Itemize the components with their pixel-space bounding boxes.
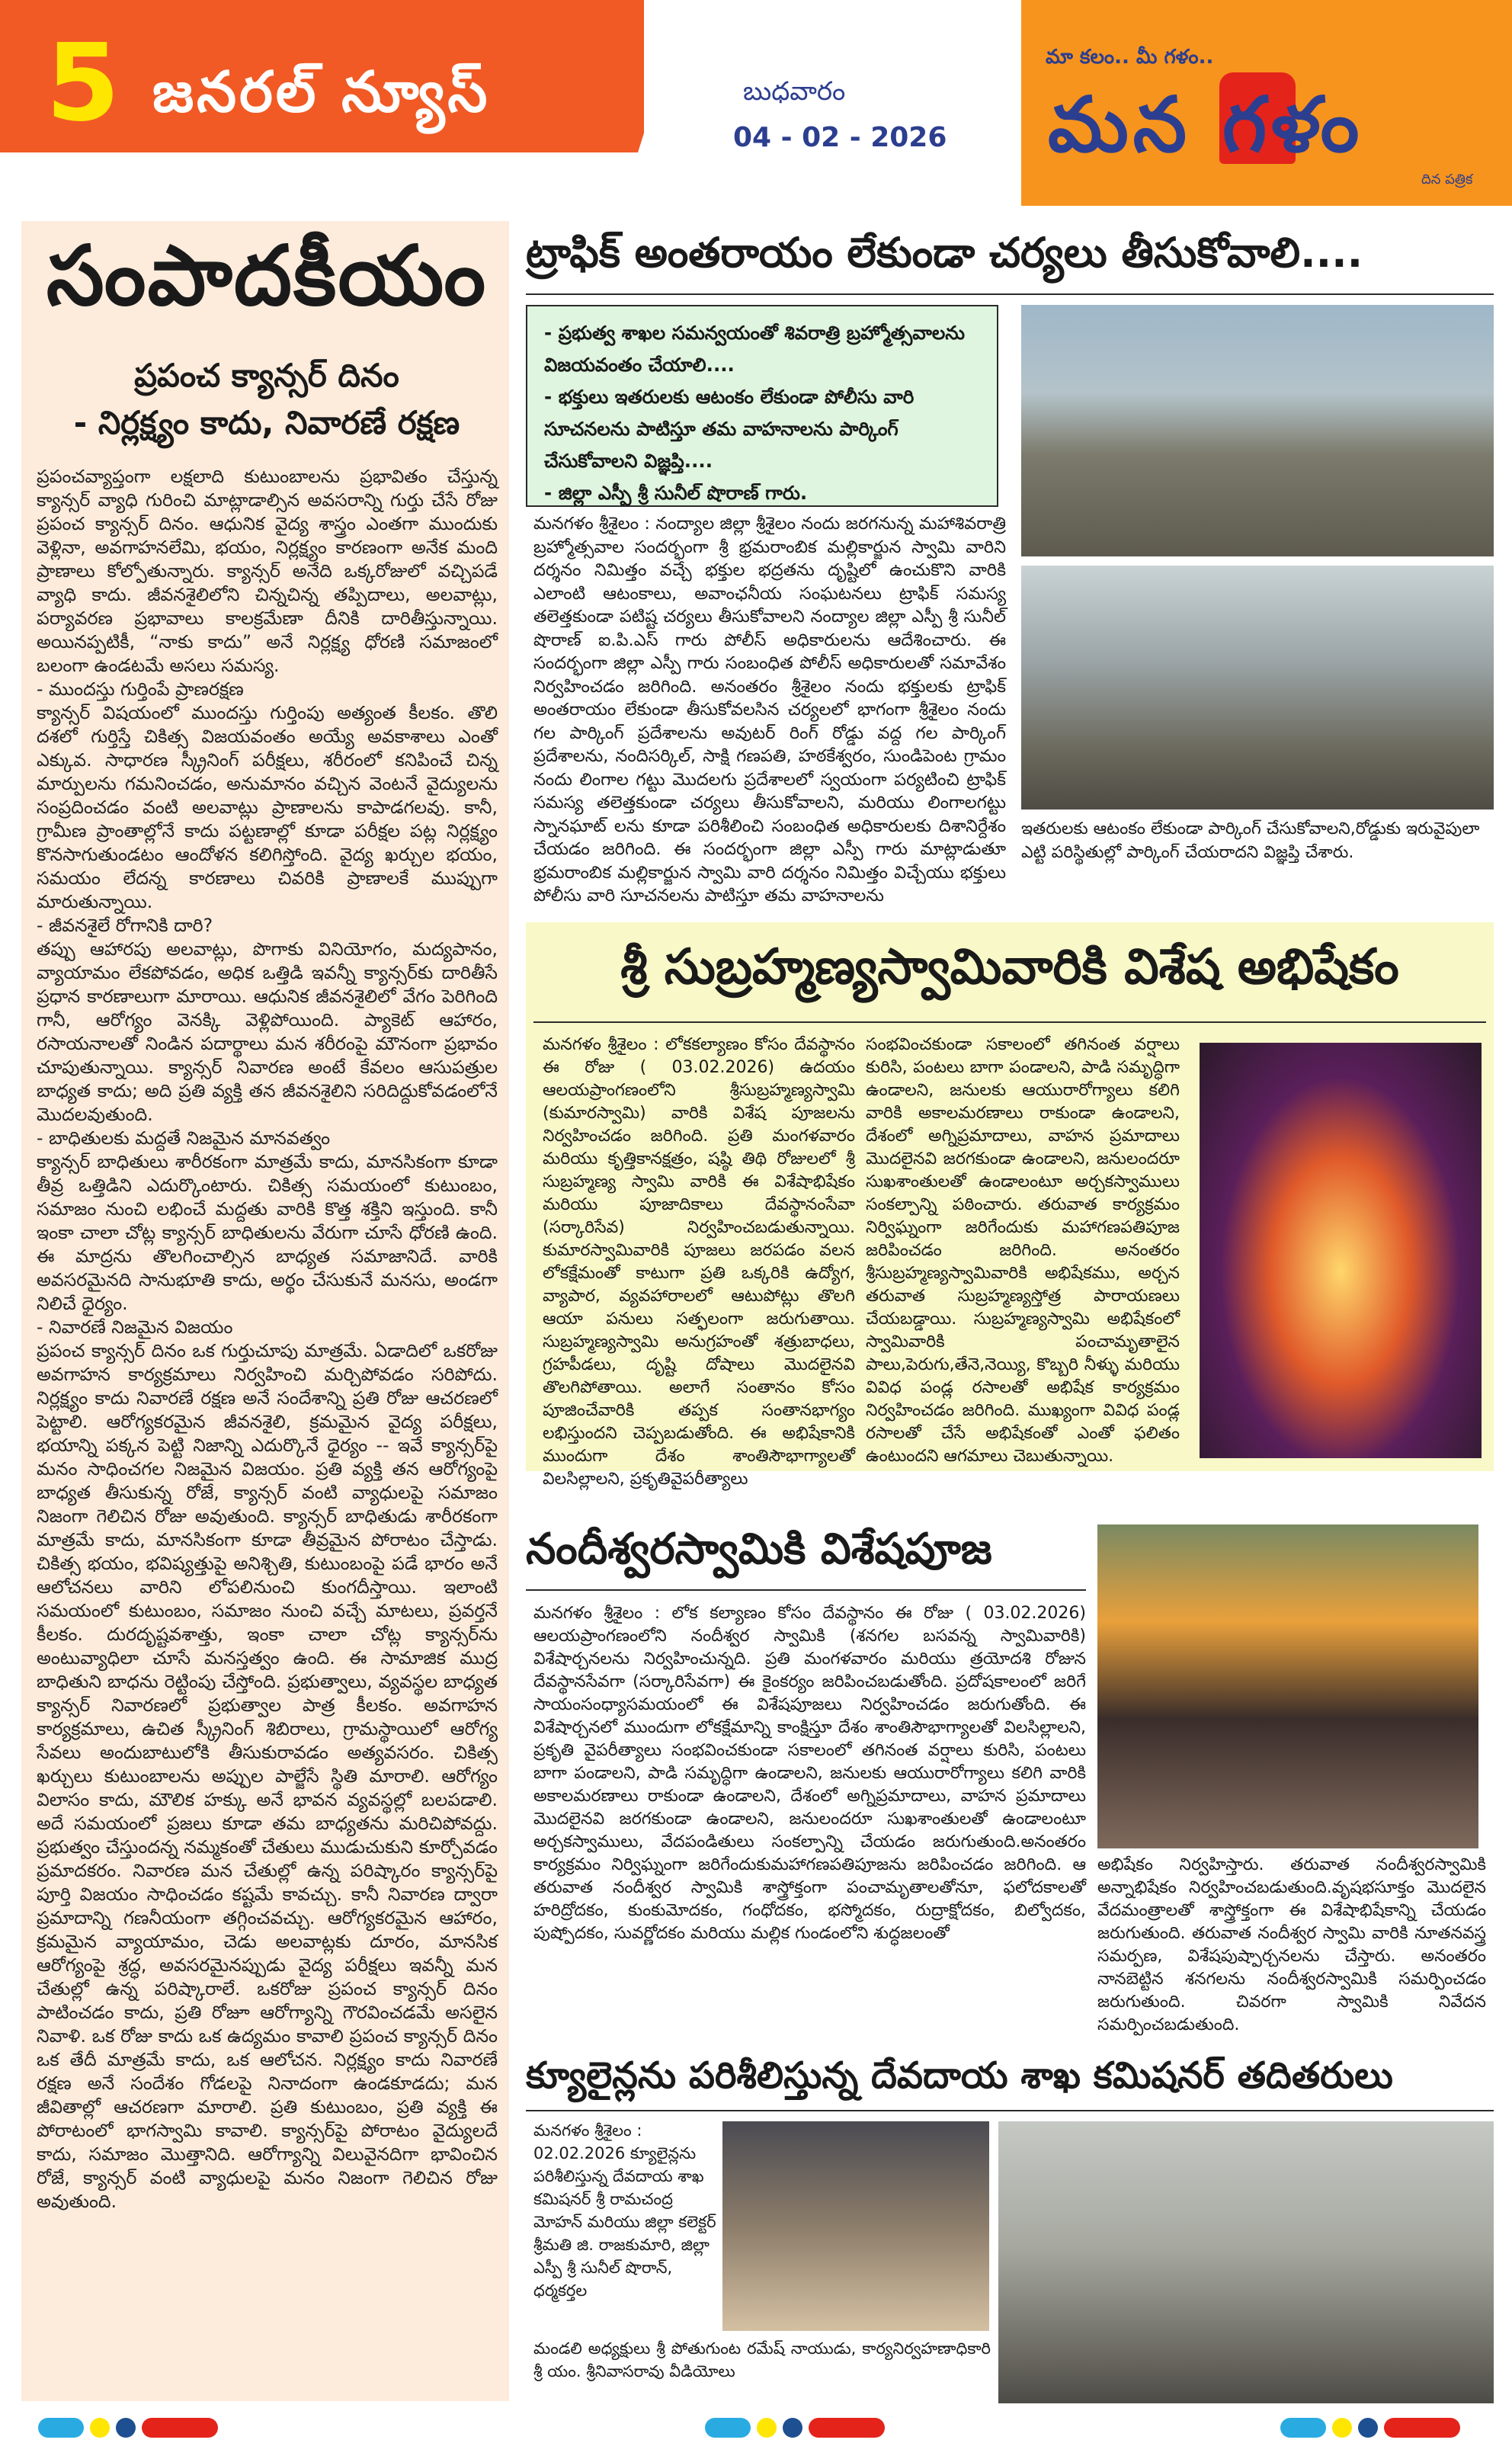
editorial-paragraph: ప్రపంచవ్యాప్తంగా లక్షలాది కుటుంబాలను ప్రభావితం చేస్తున్న క్యాన్సర్ వ్యాధి గురించి మాట్లాడాల్సిన అవసరాన్ని గుర్తు చేసే రోజు ప్రపంచ క్యాన్సర్ దినం. ఆధునిక వైద్య శాస్త్రం ఎంతగా ముందుకు వెళ్లినా, అవగాహనలేమి, భయం, నిర్లక్ష్యం కారణంగా అనేక మంది ప్రాణాలు కోల్పోతున్నారు. క్యాన్సర్ అనేది ఒక్కరోజులో వచ్చిపడే వ్యాధి కాదు. జీవనశైలిలోని చిన్నచిన్న తప్పిదాలు, అలవాట్లు, పర్యావరణ ప్రభావాలు కాలక్రమేణా దీనికి దారితీస్తున్నాయి. అయినప్పటికీ, “నాకు కాదు” అనే నిర్లక్ష్య ధోరణి సమాజంలో బలంగా ఉండటమే అసలు సమస్య. — [37, 466, 498, 676]
footer-pill-red — [1384, 2418, 1460, 2438]
article-subrahmanya-column-1: మనగళం శ్రీశైలం : లోకకల్యాణం కోసం దేవస్థానం ఈ రోజు ( 03.02.2026) ఉదయం ఆలయప్రాంగణంలోని శ్రీసుబ్రహ్మణ్యస్వామి (కుమారస్వామి) వారికి విశేష పూజలను నిర్వహించడం జరిగింది. ప్రతి మంగళవారం మరియు కృత్తికానక్షత్రం, షష్ఠి తిథి రోజులలో శ్రీ సుబ్రహ్మణ్య స్వామి వారికి ఈ విశేషాభిషేకం మరియు పూజాదికాలు దేవస్థానంసేవా (సర్కారిసేవ) నిర్వహించబడుతున్నాయి. కుమారస్వామివారికి పూజలు జరపడం వలన లోకక్షేమంతో కాటుగా ప్రతి ఒక్కరికి ఉద్యోగ, వ్యాపార, వ్యవహారాలలో ఆటుపోట్లు తొలగి ఆయా పనులు సత్ఫలంగా జరుగుతాయి. సుబ్రహ్మణ్యస్వామి అనుగ్రహంతో శత్రుబాధలు, గ్రహపీడలు, దృష్టి దోషాలు మొదలైనవి తొలగిపోతాయి. అలాగే సంతానం కోసం పూజించేవారికి తప్పక సంతానభాగ్యం లభిస్తుందని చెప్పబడుతోంది. ఈ అభిషేకానికి ముందుగా దేశం శాంతిసౌభాగ్యాలతో విలసిల్లాలని, ప్రకృతివైపరీత్యాలు — [543, 1035, 855, 1489]
police-inspection-photo-1 — [1021, 305, 1494, 556]
editorial-paragraph: ప్రపంచ క్యాన్సర్ దినం ఒక గుర్తుచూపు మాత్రమే. ఏడాదిలో ఒకరోజు అవగాహన కార్యక్రమాలు నిర్వహించి మర్చిపోవడం సరిపోదు. నిర్లక్ష్యం కాదు నివారణే రక్షణ అనే సందేశాన్ని ప్రతి రోజు ఆచరణలో పెట్టాలి. ఆరోగ్యకరమైన జీవనశైలి, క్రమమైన వైద్య పరీక్షలు, భయాన్ని పక్కన పెట్టి నిజాన్ని ఎదుర్కొనే ధైర్యం -- ఇవే క్యాన్సర్‌పై మనం సాధించగల నిజమైన విజయం. ప్రతి వ్యక్తి తన ఆరోగ్యంపై బాధ్యత తీసుకున్న రోజే, క్యాన్సర్ వంటి వ్యాధులపై సమాజం నిజంగా గెలిచిన రోజు అవుతుంది. క్యాన్సర్ బాధితుడు శారీరకంగా మాత్రమే కాదు, మానసికంగా కూడా తీవ్రమైన పోరాటం చేస్తాడు. చికిత్స భయం, భవిష్యత్తుపై అనిశ్చితి, కుటుంబంపై పడే భారం అనే ఆలోచనలు వారిని లోపలినుంచి కుంగదీస్తాయి. ఇలాంటి సమయంలో కుటుంబం, సమాజం నుంచి వచ్చే మాటలు, ప్రవర్తనే కీలకం. దురదృష్టవశాత్తు, ఇంకా చాలా చోట్ల క్యాన్సర్‌ను అంటువ్యాధిలా చూసే మనస్తత్వం ఉంది. ఈ సామాజిక ముద్ర బాధితుని బాధను రెట్టింపు చేస్తోంది. ప్రభుత్వాలు, వ్యవస్థల బాధ్యత క్యాన్సర్ నివారణలో ప్రభుత్వాల పాత్ర కీలకం. అవగాహన కార్యక్రమాలు, ఉచిత స్క్రీనింగ్ శిబిరాలు, గ్రామస్థాయిలో ఆరోగ్య సేవలు అందుబాటులోకి తీసుకురావడం అత్యవసరం. చికిత్స ఖర్చులు కుటుంబాలను అప్పుల పాల్జేసే స్థితి మారాలి. ఆరోగ్యం విలాసం కాదు, మౌలిక హక్కు అనే భావన వ్యవస్థల్లో బలపడాలి. అదే సమయంలో ప్రజలు కూడా తమ బాధ్యతను మరిచిపోవద్దు. ప్రభుత్వం చేస్తుందన్న నమ్మకంతో చేతులు ముడుచుకుని కూర్చోవడం ప్రమాదకరం. నివారణ మన చేతుల్లో ఉన్న పరిష్కారం క్యాన్సర్‌పై పూర్తి విజయం సాధించడం కష్టమే కావచ్చు. కానీ నివారణ ద్వారా ప్రమాదాన్ని గణనీయంగా తగ్గించవచ్చు. ఆరోగ్యకరమైన ఆహారం, క్రమమైన వ్యాయామం, చెడు అలవాట్లకు దూరం, మానసిక ఆరోగ్యంపై శ్రద్ధ, అవసరమైనప్పుడు వైద్య పరీక్షలు ఇవన్నీ మన చేతుల్లో ఉన్న పరిష్కారాలే. ఒకరోజు ప్రపంచ క్యాన్సర్ దినం పాటించడం కాదు, ప్రతి రోజూ ఆరోగ్యాన్ని గౌరవించడమే అసలైన నివాళి. ఒక రోజు కాదు ఒక ఉద్యమం కావాలి ప్రపంచ క్యాన్సర్ దినం ఒక తేదీ మాత్రమే కాదు, ఒక ఆలోచన. నిర్లక్ష్యం కాదు నివారణే రక్షణ అనే సందేశం గోడలపై నినాదంగా ఉండకూడదు; మన జీవితాల్లో ఆచరణగా మారాలి. ప్రతి కుటుంబం, ప్రతి వ్యక్తి ఈ పోరాటంలో భాగస్వామి కావాలి. క్యాన్సర్‌పై పోరాటం వైద్యులదే కాదు, సమాజం మొత్తానిది. ఆరోగ్యాన్ని విలువైనదిగా భావించిన రోజే, క్యాన్సర్ వంటి వ్యాధులపై మనం నిజంగా గెలిచిన రోజు అవుతుంది. — [37, 1340, 498, 2212]
subrahmanya-deity-photo — [1200, 1043, 1482, 1458]
article-traffic-highlights — [526, 305, 998, 507]
editorial-section-heading: - నివారణే నిజమైన విజయం — [37, 1316, 233, 1338]
footer-pill-red — [142, 2418, 218, 2438]
footer-pill-cyan — [38, 2418, 84, 2438]
editorial-body — [37, 465, 498, 2214]
footer-decoration-right — [1280, 2415, 1460, 2441]
article-nandi-body-continued: అభిషేకం నిర్వహిస్తారు. తరువాత నందీశ్వరస్వామికి అన్నాభిషేకం నిర్వహించబడుతుంది.వృషభసూక్తం మొదలైన వేదమంత్రాలతో శాస్త్రోక్తంగా ఈ విశేషాభిషేకాన్ని చేయడం జరుగుతుంది. తరువాత నందీశ్వర స్వామి వారికి నూతనవస్త్ర సమర్పణ, విశేషపుష్పార్చనలను చేస్తారు. అనంతరం నానబెట్టిన శనగలను నందీశ్వరస్వామికి సమర్పించడం జరుగుతుంది. చివరగా స్వామికి నివేదన సమర్పించబడుతుంది. — [1097, 1855, 1486, 2034]
masthead-logo: మన గళం — [1048, 80, 1364, 169]
masthead-tagline: మా కలం.. మీ గళం.. — [1046, 46, 1214, 69]
editorial-paragraph: తప్పు ఆహారపు అలవాట్లు, పొగాకు వినియోగం, మద్యపానం, వ్యాయామం లేకపోవడం, అధిక ఒత్తిడి ఇవన్నీ క్యాన్సర్‌కు దారితీసే ప్రధాన కారణాలుగా మారాయి. ఆధునిక జీవనశైలిలో వేగం పెరిగింది గానీ, ఆరోగ్యం వెనక్కి వెళ్లిపోయింది. ప్యాకెట్ ఆహారం, రసాయనాలతో నిండిన పదార్థాలు మన శరీరంపై మౌనంగా ప్రభావం చూపుతున్నాయి. క్యాన్సర్ నివారణ అంటే కేవలం ఆసుపత్రుల బాధ్యత కాదు; అది ప్రతి వ్యక్తి తన జీవనశైలిని సరిదిద్దుకోవడంలోనే మొదలవుతుంది. — [37, 938, 498, 1125]
headline-divider — [533, 1021, 1486, 1023]
editorial-paragraph: క్యాన్సర్ బాధితులు శారీరకంగా మాత్రమే కాదు, మానసికంగా కూడా తీవ్ర ఒత్తిడిని ఎదుర్కొంటారు. చికిత్స సమయంలో కుటుంబం, సమాజం నుంచి లభించే మద్దతు వారికి కొత్త శక్తిని ఇస్తుంది. కానీ ఇంకా చాలా చోట్ల క్యాన్సర్ బాధితులను వేరుగా చూసే ధోరణి ఉంది. ఈ మాద్రను తొలగించాల్సిన బాధ్యత సమాజానిదే. వారికి అవసరమైనది సానుభూతి కాదు, అర్థం చేసుకునే మనసు, అండగా నిలిచే ధైర్యం. — [37, 1151, 498, 1314]
queueline-inspection-photo-1 — [722, 2121, 989, 2331]
editorial-section-heading: - ముందస్తు గుర్తింపే ప్రాణరక్షణ — [37, 678, 244, 700]
article-queueline-body-continued: మండలి అధ్యక్షులు శ్రీ పోతుగుంట రమేష్ నాయుడు, కార్యనిర్వహణాధికారి శ్రీ యం. శ్రీనివాసరావు వీడియోలు — [533, 2339, 991, 2380]
editorial-paragraph: క్యాన్సర్ విషయంలో ముందస్తు గుర్తింపు అత్యంత కీలకం. తొలి దశలో గుర్తిస్తే చికిత్స విజయవంతం అయ్యే అవకాశాలు ఎంతో ఎక్కువ. సాధారణ స్క్రీనింగ్ పరీక్షలు, శరీరంలో కనిపించే చిన్న మార్పులను గమనించడం, అనుమానం వచ్చిన వెంటనే వైద్యులను సంప్రదించడం వంటి అలవాట్లు ప్రాణాలను కాపాడగలవు. కానీ, గ్రామీణ ప్రాంతాల్లోనే కాదు పట్టణాల్లో కూడా పరీక్షల పట్ల నిర్లక్ష్యం కొనసాగుతుండటం ఆందోళన కలిగిస్తోంది. వైద్య ఖర్చుల భయం, సమయం లేదన్న కారణాలు చివరికి ప్రాణాలకే ముప్పుగా మారుతున్నాయి. — [37, 702, 498, 912]
footer-dot-yellow — [1332, 2418, 1352, 2438]
footer-decoration-left — [38, 2415, 218, 2441]
header-day: బుధవారం — [743, 76, 846, 107]
section-title: జనరల్ న్యూస్ — [152, 59, 491, 125]
editorial-subtitle-1: ప్రపంచ క్యాన్సర్ దినం — [134, 357, 399, 394]
footer-dot-yellow — [757, 2418, 777, 2438]
footer-pill-cyan — [1280, 2418, 1326, 2438]
queueline-inspection-photo-2 — [998, 2121, 1494, 2403]
nandi-pooja-photo — [1097, 1524, 1478, 1848]
article-nandi-headline: నందీశ్వరస్వామికి విశేషపూజ — [526, 1524, 992, 1574]
headline-divider — [526, 2110, 1494, 2111]
footer-dot-blue — [783, 2418, 802, 2438]
editorial-subtitle-2: - నిర్లక్ష్యం కాదు, నివారణే రక్షణ — [73, 404, 460, 441]
headline-divider — [526, 1589, 1086, 1591]
highlight-item: - ప్రభుత్వ శాఖల సమన్వయంతో శివరాత్రి బ్రహ్మోత్సవాలను విజయవంతం చేయాలి.... — [544, 322, 965, 376]
article-subrahmanya-headline: శ్రీ సుబ్రహ్మణ్యస్వామివారికి విశేష అభిషేకం — [620, 939, 1399, 995]
article-subrahmanya-column-2: సంభవించకుండా సకాలంలో తగినంత వర్షాలు కురిసి, పంటలు బాగా పండాలని, పాడి సమృద్ధిగా ఉండాలని, జనులకు ఆయురారోగ్యాలు కలిగి వారికి అకాలమరణాలు రాకుండా ఉండాలని, దేశంలో అగ్నిప్రమాదాలు, వాహన ప్రమాదాలు మొదలైనవి జరగకుండా ఉండాలని, జనులందరూ సుఖశాంతులతో ఉండాలంటూ అర్చకస్వాములు సంకల్పాన్ని పఠించారు. తరువాత కార్యక్రమం నిర్విఘ్నంగా జరిగేందుకు మహాగణపతిపూజ జరిపించడం జరిగింది. అనంతరం శ్రీసుబ్రహ్మణ్యస్వామివారికి అభిషేకము, అర్చన తరువాత సుబ్రహ్మణ్యస్తోత్ర పారాయణలు చేయబడ్డాయి. సుబ్రహ్మణ్యస్వామి అభిషేకంలో స్వామివారికి పంచామృతాలైన పాలు,పెరుగు,తేనె,నెయ్యి, కొబ్బరి నీళ్ళు మరియు వివిధ పండ్ల రసాలతో అభిషేక కార్యక్రమం నిర్వహించడం జరిగింది. ముఖ్యంగా వివిధ పండ్ల రసాలతో చేసే అభిషేకంతో ఎంతో ఫలితం ఉంటుందని ఆగమాలు చెబుతున్నాయి. — [866, 1035, 1180, 1466]
headline-divider — [526, 293, 1494, 295]
page-number: 5 — [46, 21, 120, 146]
article-nandi-body: మనగళం శ్రీశైలం : లోక కల్యాణం కోసం దేవస్థానం ఈ రోజు ( 03.02.2026) ఆలయప్రాంగణంలోని నందీశ్వర స్వామికి (శనగల బసవన్న స్వామివారికి) విశేషార్చనలను నిర్వహించున్నది. ప్రతి మంగళవారం మరియు త్రయోదశి రోజున దేవస్థానసేవగా (సర్కారిసేవగా) ఈ కైంకర్యం జరిపించబడుతోంది. ప్రదోషకాలంలో జరిగే సాయంసంధ్యాసమయంలో ఈ విశేషపూజలు నిర్వహించడం జరుగుతోంది. ఈ విశేషార్చనలో ముందుగా లోకక్షేమాన్ని కాంక్షిస్తూ దేశం శాంతిసౌభాగ్యాలతో విలసిల్లాలని, ప్రకృతి వైపరీత్యాలు సంభవించకుండా సకాలంలో తగినంత వర్షాలు కురిసి, పంటలు బాగా పండాలని, పాడి సమృద్ధిగా ఉండాలని, జనులకు ఆయురారోగ్యాలు కలిగి వారికి అకాలమరణాలు రాకుండా ఉండాలని, దేశంలో అగ్నిప్రమాదాలు, వాహన ప్రమాదాలు మొదలైనవి జరగకుండా ఉండాలని, జనులందరూ సుఖశాంతులతో ఉండాలంటూ అర్చకస్వాములు, వేదపండితులు సంకల్పాన్ని చేయడం జరుగుతుంది.అనంతరం కార్యక్రమం నిర్విఘ్నంగా జరిగేందుకుమహాగణపతిపూజను జరిపించడం జరిగింది. ఆ తరువాత నందీశ్వర స్వామికి శాస్త్రోక్తంగా పంచామృతాలతోనూ, ఫలోదకాలతో హరిద్రోదకం, కుంకుమోదకం, గంధోదకం, భస్మోదకం, రుద్రాక్షోదకం, బిల్వోదకం, పుష్పోదకం, సువర్ణోదకం మరియు మల్లిక గుండంలోని శుద్ధజలంతో — [533, 1604, 1086, 1943]
article-queueline-headline: క్యూలైన్లను పరిశీలిస్తున్న దేవదాయ శాఖ కమిషనర్ తదితరులు — [526, 2054, 1393, 2097]
masthead-subtitle: దిన పత్రిక — [1421, 172, 1473, 188]
article-traffic-caption: ఇతరులకు ఆటంకం లేకుండా పార్కింగ్ చేసుకోవాలని,రోడ్డుకు ఇరువైపులా ఎట్టి పరిస్థితుల్లో పార్కింగ్ చేయరాదని విజ్ఞప్తి చేశారు. — [1021, 819, 1480, 862]
article-traffic-headline: ట్రాఫిక్ అంతరాయం లేకుండా చర్యలు తీసుకోవాలి.... — [526, 229, 1363, 277]
highlight-item: - జిల్లా ఎస్పీ శ్రీ సునీల్ షొరాణ్ గారు. — [544, 482, 808, 504]
footer-dot-blue — [116, 2418, 136, 2438]
footer-pill-red — [809, 2418, 885, 2438]
editorial-section-heading: - బాధితులకు మద్దతే నిజమైన మానవత్వం — [37, 1127, 331, 1149]
footer-dot-blue — [1358, 2418, 1378, 2438]
editorial-section-heading: - జీవనశైలే రోగానికి దారి? — [37, 915, 213, 936]
article-traffic-body: మనగళం శ్రీశైలం : నంద్యాల జిల్లా శ్రీశైలం నందు జరగనున్న మహాశివరాత్రి బ్రహ్మోత్సవాల సందర్భంగా శ్రీ భ్రమరాంబిక మల్లికార్జున స్వామి వారిని దర్శనం నిమిత్తం వచ్చే భక్తుల భద్రతను దృష్టిలో ఉంచుకొని వారికి ఎలాంటి ఆటంకాలు, అవాంఛనీయ సంఘటనలు ట్రాఫిక్ సమస్య తలెత్తకుండా పటిష్ట చర్యలు తీసుకోవాలని నంద్యాల జిల్లా ఎస్పీ శ్రీ సునీల్ షొరాణ్ ఐ.పి.ఎస్ గారు పోలీస్ అధికారులను ఆదేశించారు. ఈ సందర్భంగా జిల్లా ఎస్పీ గారు సంబంధిత పోలీస్ అధికారులతో సమావేశం నిర్వహించడం జరిగింది. అనంతరం శ్రీశైలం నందు భక్తులకు ట్రాఫిక్ అంతరాయం లేకుండా తీసుకోవలసిన చర్యలలో భాగంగా శ్రీశైలం నందు గల పార్కింగ్ ప్రదేశాలను అవుటర్ రింగ్ రోడ్డు వద్ద గల పార్కింగ్ ప్రదేశాలను, నందిసర్కిల్, సాక్షి గణపతి, హఠకేశ్వరం, సుండిపెంట గ్రామం నందు లింగాల గట్టు మొదలగు ప్రదేశాలలో స్వయంగా పర్యటించి ట్రాఫిక్ సమస్య తలెత్తకుండా చర్యలు తీసుకోవాలని, మరియు లింగాలగట్టు స్నానఘాట్ లను కూడా పరిశీలించి సంబంధిత అధికారులకు దిశానిర్దేశం చేయడం జరిగింది. ఈ సందర్భంగా జిల్లా ఎస్పీ గారు మాట్లాడుతూ భ్రమరాంబిక మల్లికార్జున స్వామి వారి దర్శనం నిమిత్తం విచ్చేయు భక్తులు పోలీసు వారి సూచనలను పాటిస్తూ తమ వాహనాలను — [533, 514, 1006, 906]
police-inspection-photo-2 — [1021, 566, 1494, 810]
article-queueline-body: మనగళం శ్రీశైలం : 02.02.2026 క్యూలైన్లను పరిశీలిస్తున్న దేవదాయ శాఖ కమిషనర్ శ్రీ రామచంద్ర మోహన్ మరియు జిల్లా కలెక్టర్ శ్రీమతి జి. రాజకుమారి, జిల్లా ఎస్పీ శ్రీ సునీల్ షొరాన్, ధర్మకర్తల — [533, 2121, 716, 2300]
footer-decoration-center — [705, 2415, 885, 2441]
highlight-item: - భక్తులు ఇతరులకు ఆటంకం లేకుండా పోలీసు వారి సూచనలను పాటిస్తూ తమ వాహనాలను పార్కింగ్ చేసుకోవాలని విజ్ఞప్తి.... — [544, 386, 915, 472]
footer-pill-cyan — [705, 2418, 751, 2438]
footer-dot-yellow — [90, 2418, 110, 2438]
editorial-heading: సంపాదకీయం — [46, 229, 488, 324]
header-date: 04 - 02 - 2026 — [733, 122, 947, 153]
